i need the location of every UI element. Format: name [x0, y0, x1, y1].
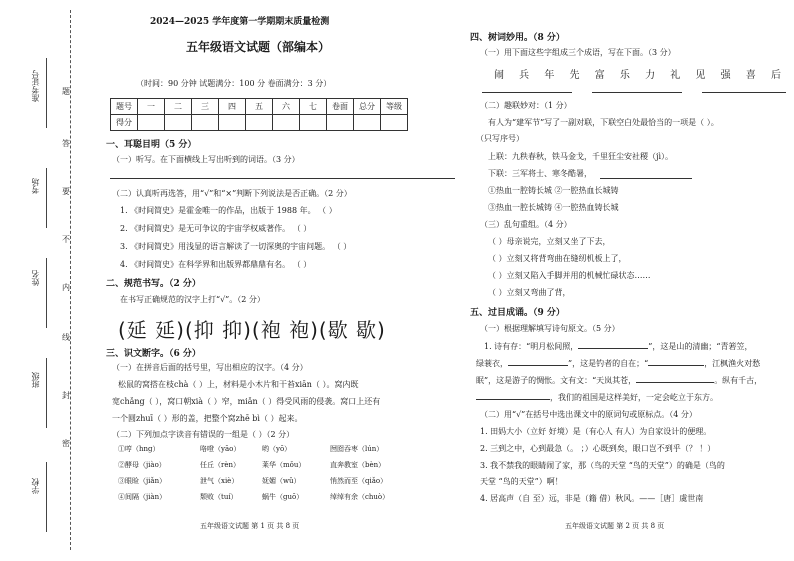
couplet-note: （只写序号）	[476, 134, 524, 143]
score-cell: 三	[192, 99, 219, 115]
section-3-heading: 三、识文断字。（6 分）	[106, 349, 201, 359]
exam-term: 2024—2025 学年度第一学期期末质量检测	[150, 17, 330, 27]
seal-char: 题	[62, 84, 70, 99]
pinyin-option: ③眼睑（jiǎn）	[118, 477, 167, 485]
pinyin-option: 直奔教室（bèn）	[330, 461, 386, 469]
section-3-q2: （二）下列加点字读音有错误的一组是（ ）（2 分）	[112, 430, 295, 439]
section-4-heading: 四、树词妙用。（8 分）	[470, 33, 565, 43]
pinyin-option: 莱华（mǒu）	[262, 461, 306, 469]
pinyin-option: 妩媚（wǔ）	[262, 477, 301, 485]
pinyin-option: 蜗牛（guō）	[262, 493, 304, 501]
section-1-heading: 一、耳聪目明（5 分）	[106, 140, 197, 150]
score-row-label: 得分	[111, 115, 138, 131]
section-5-q2: （二）用“√”在括号中选出课文中的原词句或原标点。（4 分）	[480, 410, 697, 419]
section-5-heading: 五、过目成诵。（9 分）	[470, 308, 565, 318]
poem-text: ，江枫渔火对愁	[704, 359, 761, 368]
score-input[interactable]	[138, 115, 165, 131]
name-field[interactable]	[46, 258, 47, 328]
section-3-q1: （一）在拼音后面的括号里，写出相应的汉字。（4 分）	[112, 363, 308, 372]
binding-margin	[0, 0, 100, 561]
dictation-line[interactable]	[110, 178, 455, 179]
pinyin-option: 泄气（xiè）	[200, 477, 239, 485]
score-input[interactable]	[300, 115, 327, 131]
exam-room-field[interactable]	[46, 168, 47, 228]
idiom-answer-1[interactable]	[482, 92, 572, 93]
section-4-q2: （二）趣联妙对：（1 分）	[480, 101, 572, 110]
couplet-options: ①热血一腔铸长城 ②一腔热血长城铸	[488, 186, 619, 195]
couplet-prompt: 有人为“建军节”写了一副对联，下联空白处最恰当的一项是（ ）。	[488, 118, 719, 127]
seal-char: 答	[62, 136, 70, 151]
idiom-answer-3[interactable]	[702, 92, 786, 93]
choice-line[interactable]: 天堂 “鸟的天堂”）啊！	[480, 477, 563, 486]
seal-char: 封	[62, 388, 70, 403]
section-4-q1: （一）用下面这些字组成三个成语，写在下面。（3 分）	[480, 48, 676, 57]
section-1-q1: （一）听写。在下面横线上写出听到的词语。（3 分）	[112, 155, 300, 164]
score-header-row	[111, 99, 408, 115]
score-input[interactable]	[219, 115, 246, 131]
score-cell: 等级	[381, 99, 408, 115]
pinyin-option: 悄然而至（qiǎo）	[330, 477, 388, 485]
poem-text: 眠”，这是游子的惆怅。文有文：“天岚其苍，	[476, 376, 637, 385]
score-input[interactable]	[192, 115, 219, 131]
score-cell: 一	[138, 99, 165, 115]
pinyin-option: 绰绰有余（chuò）	[330, 493, 390, 501]
class-field[interactable]	[46, 358, 47, 428]
score-table	[110, 98, 408, 131]
exam-info: （时间：90 分钟 试题满分：100 分 卷面满分：3 分）	[136, 79, 332, 88]
exam-title: 五年级语文试题（部编本）	[186, 40, 331, 54]
choice-line[interactable]: 1. 田妈大小（立好 好境）是（有心人 有人）为自家设计的便理。	[480, 427, 712, 436]
poem-blank[interactable]	[508, 365, 568, 366]
poem-blank[interactable]	[578, 348, 648, 349]
page-footer: 五年级语文试题 第 1 页 共 8 页	[200, 522, 300, 530]
section-1-q2: （二）认真听再选答，用“√”和“×”判断下列说法是否正确。（2 分）	[112, 189, 352, 198]
couplet-upper: 上联：九秩春秋，铁马金戈，千里狂尘安社稷（jì）。	[488, 152, 674, 161]
pinyin-option: 任丘（rèn）	[200, 461, 240, 469]
page-footer: 五年级语文试题 第 2 页 共 8 页	[565, 522, 665, 530]
score-input[interactable]	[273, 115, 300, 131]
judge-item: 2. 《时间简史》是无可争议的宇宙学权威著作。 （ ）	[120, 224, 312, 233]
exam-number-label: 准考证号	[31, 70, 40, 102]
score-input[interactable]	[327, 115, 354, 131]
seal-char: 不	[62, 232, 70, 247]
exam-number-field[interactable]	[46, 58, 47, 128]
couplet-options: ③热血一腔长城铸 ④一腔热血铸长城	[488, 203, 619, 212]
score-input[interactable]	[354, 115, 381, 131]
idiom-answer-2[interactable]	[592, 92, 682, 93]
choice-line[interactable]: 2. 三到之中，心到最急（。 ；）心既到矣，眼口岂不到乎（？ ！）	[480, 444, 716, 453]
class-label: 班级	[31, 372, 40, 388]
pinyin-option: 哟（yō）	[262, 445, 292, 453]
poem-line	[476, 392, 718, 403]
passage-line: 宽chǎng（ ），窝口朝xià（ ）窄，miǎn（ ）得受风雨的侵袭。窝口上还有	[112, 397, 381, 406]
poem-text: ”，这是山的清幽；“青箬笠，	[648, 342, 753, 351]
score-value-row	[111, 115, 408, 131]
section-2-question: 在书写正确规范的汉字上打“√”。（2 分）	[120, 295, 265, 304]
handwriting-options[interactable]: (延 延)(抑 抑)(袍 袍)(歇 歇)	[118, 318, 386, 342]
poem-text: 绿蓑衣，	[476, 359, 508, 368]
pinyin-option: ①哼（hng）	[118, 445, 160, 453]
reorder-line: （ ）立刻又弯曲了背，	[488, 288, 571, 297]
section-2-heading: 二、规范书写。（2 分）	[106, 279, 201, 289]
exam-room-label: 考场	[31, 178, 40, 194]
score-cell: 总分	[354, 99, 381, 115]
score-cell: 七	[300, 99, 327, 115]
passage-line: 松鼠的窝搭在枝chà（ ）上，材料是小木片和干苔xiān（ ）。窝内既	[118, 380, 359, 389]
pinyin-option: 囫囵吞枣（lún）	[330, 445, 384, 453]
passage-line: 一个圆zhuī（ ）形的盖，把整个窝zhē bì（ ）起来。	[112, 414, 303, 423]
poem-text: ”，这是钓者的自在；“	[568, 359, 649, 368]
score-cell: 五	[246, 99, 273, 115]
poem-blank[interactable]	[636, 382, 714, 383]
poem-text: 1. 诗有存：“明月松间照，	[484, 342, 579, 351]
choice-line[interactable]: 3. 我不禁我的眼睛闹了家，那（鸟的天堂 “鸟的天堂”）的确是（鸟的	[480, 461, 725, 470]
poem-blank[interactable]	[476, 399, 550, 400]
couplet-lower: 下联：三军将士、寒冬酷暑，	[488, 169, 592, 178]
school-field[interactable]	[46, 462, 47, 532]
name-label: 姓名	[31, 270, 40, 286]
choice-line[interactable]: 4. 居高声（自 至）远，非是（籍 借）秋风。——［唐］虞世南	[480, 494, 704, 503]
score-cell: 二	[165, 99, 192, 115]
school-label: 学校	[31, 478, 40, 494]
seal-char: 要	[62, 184, 70, 199]
seal-char: 线	[62, 330, 70, 345]
score-cell: 六	[273, 99, 300, 115]
seal-line	[70, 10, 71, 550]
pinyin-option: ②酵母（jiào）	[118, 461, 166, 469]
judge-item: 3. 《时间简史》用浅显的语言解读了一切深奥的宇宙问题。 （ ）	[120, 242, 352, 251]
poem-text: ，我们的祖国是这样美好，一定会屹立于东方。	[550, 393, 718, 402]
score-cell: 题号	[111, 99, 138, 115]
judge-item: 4. 《时间简史》在科学界和出版界都鼎鼎有名。 （ ）	[120, 260, 312, 269]
poem-text: 。纵有千古，	[714, 376, 763, 385]
judge-item: 1. 《时间简史》是霍金唯一的作品，出版于 1988 年。 （ ）	[120, 206, 337, 215]
pinyin-option: 颓败（tuí）	[200, 493, 238, 501]
reorder-line: （ ）立刻又将背弯曲在缝纫机板上了，	[488, 254, 627, 263]
seal-char: 内	[62, 280, 70, 295]
poem-line	[484, 341, 752, 352]
pinyin-option: ④间隔（jiàn）	[118, 493, 167, 501]
poem-line	[476, 375, 762, 386]
reorder-line: （ ）母亲说完，立刻又坐了下去，	[488, 237, 611, 246]
score-input[interactable]	[165, 115, 192, 131]
score-cell: 四	[219, 99, 246, 115]
reorder-line: （ ）立刻又陷入手脚并用的机械忙碌状态……	[488, 271, 651, 280]
poem-blank[interactable]	[648, 365, 704, 366]
couplet-answer-line[interactable]	[600, 178, 692, 179]
idiom-characters: 闹 兵 年 先 富 乐 力 礼 见 强 喜 后	[494, 70, 787, 81]
section-5-q1: （一）根据理解填写诗句原文。（5 分）	[480, 324, 620, 333]
seal-char: 密	[62, 436, 70, 451]
pinyin-option: 咯噔（yāo）	[200, 445, 241, 453]
score-cell: 卷面	[327, 99, 354, 115]
score-input[interactable]	[381, 115, 408, 131]
poem-line	[476, 358, 760, 369]
section-4-q3: （三）乱句重组。（4 分）	[480, 220, 572, 229]
score-input[interactable]	[246, 115, 273, 131]
